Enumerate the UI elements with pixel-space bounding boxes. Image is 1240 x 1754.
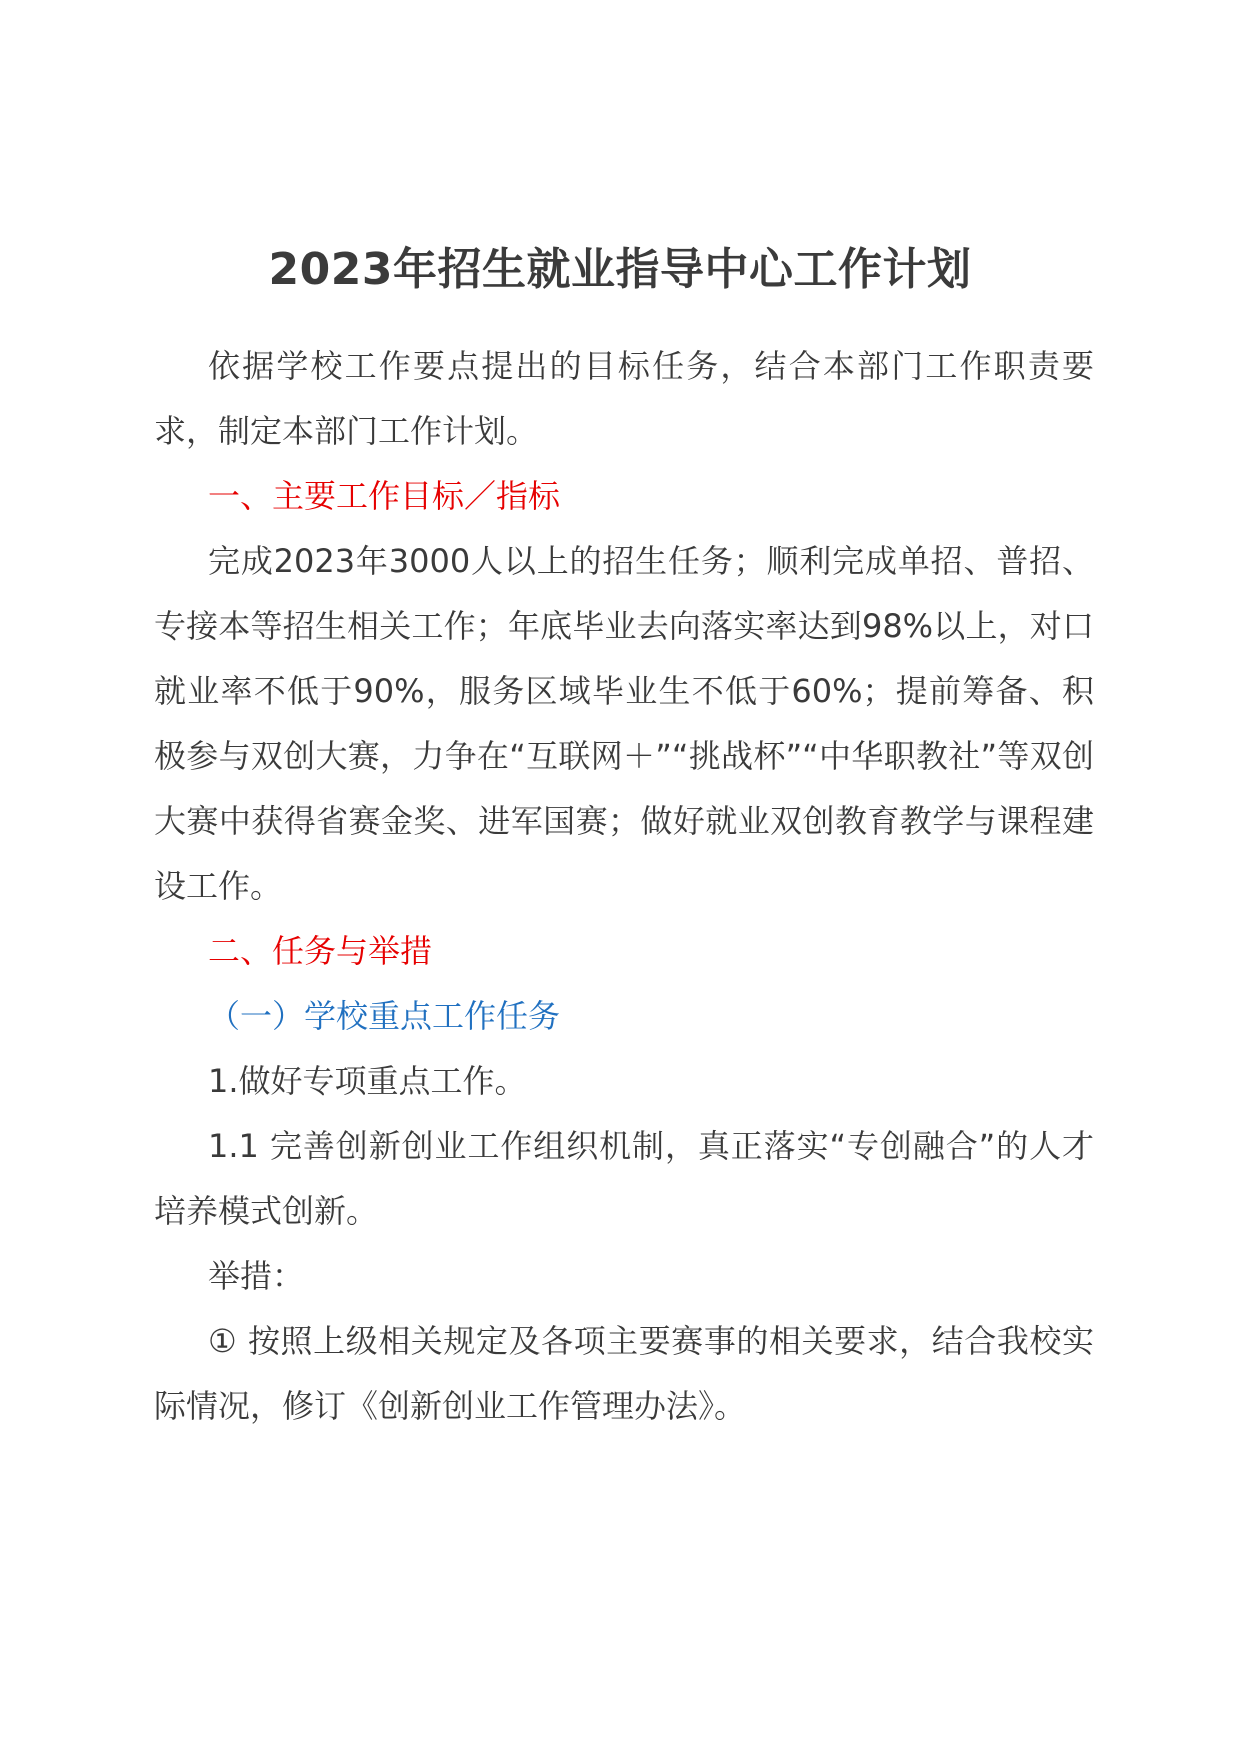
subsection-heading-key-tasks: （一）学校重点工作任务 — [208, 997, 561, 1035]
section-heading-goals: 一、主要工作目标／指标 — [208, 477, 561, 515]
document-title: 2023年招生就业指导中心工作计划 — [268, 244, 972, 295]
intro-paragraph: 依据学校工作要点提出的目标任务，结合本部门工作职责要求，制定本部门工作计划。 — [154, 347, 1094, 450]
document-body — [154, 334, 1094, 1439]
task-item-1-1: 1.1 完善创新创业工作组织机制，真正落实“专创融合”的人才培养模式创新。 — [154, 1127, 1094, 1230]
measures-label: 举措： — [208, 1257, 305, 1295]
measure-item-1: ① 按照上级相关规定及各项主要赛事的相关要求，结合我校实际情况，修订《创新创业工作管理办法》。 — [154, 1322, 1094, 1425]
section-heading-tasks: 二、任务与举措 — [208, 932, 433, 970]
task-item-1: 1.做好专项重点工作。 — [208, 1062, 527, 1100]
goals-paragraph: 完成2023年3000人以上的招生任务；顺利完成单招、普招、专接本等招生相关工作；年底毕业去向落实率达到98%以上，对口就业率不低于90%，服务区域毕业生不低于60%；提前筹备、积极参与双创大赛，力争在“互联网＋”“挑战杯”“中华职教社”等双创大赛中获得省赛金奖、进军国赛；做好就业双创教育教学与课程建设工作。 — [154, 542, 1094, 905]
